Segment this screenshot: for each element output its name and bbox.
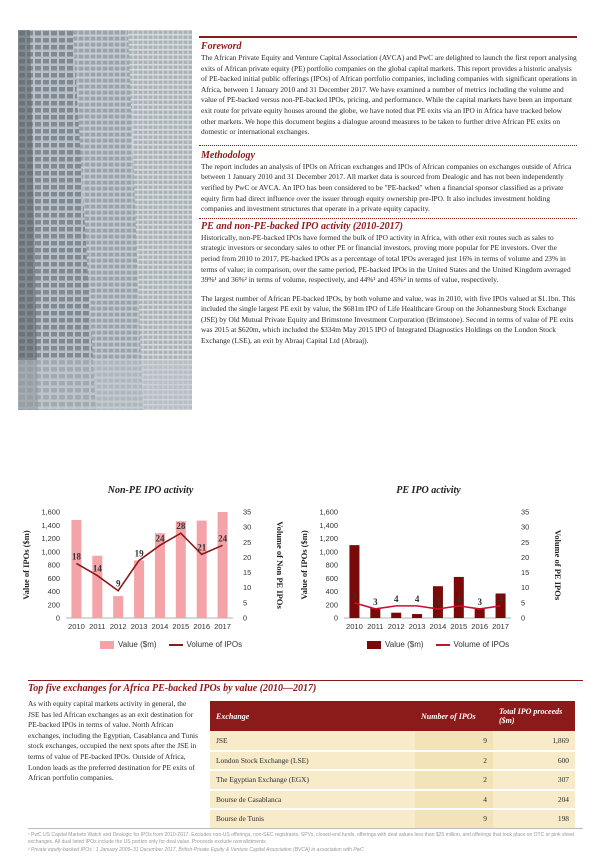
volume-data-label: 4 [393, 593, 399, 604]
y-tick-label: 1,000 [319, 547, 338, 557]
y-tick-label: 0 [333, 613, 338, 623]
y2-tick-label: 5 [521, 598, 526, 608]
bar [218, 512, 228, 618]
volume-data-label: 21 [197, 542, 207, 553]
y-tick-label: 600 [325, 573, 338, 583]
x-tick-label: 2012 [387, 622, 405, 631]
y-tick-label: 0 [55, 613, 60, 623]
y2-tick-label: 5 [243, 598, 248, 608]
x-tick-label: 2016 [471, 622, 489, 631]
x-tick-label: 2010 [67, 622, 85, 631]
table-row [210, 790, 575, 810]
volume-data-label: 4 [456, 593, 462, 604]
ipo-count-cell: 2 [415, 751, 493, 771]
top5-title: Top five exchanges for Africa PE-backed IPOs by value (2010—2017) [28, 680, 583, 694]
table-row [210, 751, 575, 771]
proceeds-cell: 198 [493, 809, 575, 829]
col-number: Number of IPOs [415, 701, 493, 731]
y2-tick-label: 20 [521, 552, 530, 562]
x-tick-label: 2010 [345, 622, 363, 631]
divider [199, 145, 577, 146]
pe-chart-title: PE IPO activity [396, 485, 461, 496]
y-tick-label: 200 [325, 600, 338, 610]
pe-legend [367, 640, 509, 649]
y-tick-label: 800 [325, 560, 338, 570]
x-tick-label: 2017 [214, 622, 232, 631]
y2-tick-label: 35 [521, 507, 530, 517]
y-tick-label: 200 [47, 600, 60, 610]
y-tick-label: 400 [325, 587, 338, 596]
exchanges-table [210, 701, 575, 830]
table-row [210, 809, 575, 829]
table-row [210, 731, 575, 751]
volume-data-label: 14 [92, 563, 102, 574]
methodology-body: The report includes an analysis of IPOs on African exchanges and IPOs of African companies on exchanges outside of Africa between 1 January 2010 and 31 December 2017. All market data is sourced from Dealogic and has not been independently verified by PwC or AVCA. An IPO has been considered to be "PE-backed" when a financial sponsor classified as a private equity firm had direct influence over the issuer through equity ownership pre-IPO. It also includes investment holding companies and investment structures that operate in a private equity capacity. [201, 161, 572, 214]
y2-axis-title: Volume of PE IPOs [553, 529, 563, 601]
pe-activity-title: PE and non-PE-backed IPO activity (2010-2017) [201, 220, 403, 232]
y2-tick-label: 0 [521, 613, 526, 623]
proceeds-cell: 600 [493, 751, 575, 771]
volume-data-label: 24 [155, 533, 165, 544]
y2-tick-label: 35 [243, 507, 252, 517]
bar [412, 614, 422, 618]
exchange-cell: Bourse de Tunis [210, 809, 415, 829]
y-tick-label: 800 [47, 560, 60, 570]
legend-line [169, 644, 183, 646]
proceeds-cell: 1,869 [493, 731, 575, 751]
volume-data-label: 4 [498, 593, 503, 604]
volume-data-label: 5 [352, 590, 357, 601]
volume-data-label: 3 [477, 596, 482, 607]
y-tick-label: 1,600 [319, 507, 338, 517]
text-column [199, 36, 577, 350]
x-tick-label: 2014 [151, 622, 169, 631]
methodology-title: Methodology [201, 149, 255, 161]
pe-activity-para1: Historically, non-PE-backed IPOs have formed the bulk of IPO activity in Africa, with other exit routes such as sales to strategic investors or secondary sales to other PE or financial investors, proving more popular for PE investors. Over the period from 2010 to 2017, PE-backed IPOs as a percentage of total IPOs averaged just 16% in terms of volume and 23% in terms of value; in comparison, over the same period, PE-backed IPOs in the United States and the United Kingdom averaged 39%¹ and 36%² in terms of volume, respectively, and 44%¹ and 45%² in terms of value, respectively. [201, 232, 571, 285]
y-tick-label: 1,400 [319, 520, 338, 530]
volume-data-label: 3 [373, 596, 378, 607]
exchange-cell: London Stock Exchange (LSE) [210, 751, 415, 771]
table-body [210, 731, 575, 829]
y-tick-label: 400 [47, 587, 60, 596]
footnotes [28, 828, 583, 854]
legend-volume [436, 640, 510, 649]
y2-tick-label: 25 [521, 537, 530, 547]
nonpe-chart-svg [18, 500, 283, 655]
nonpe-chart-title: Non-PE IPO activity [107, 485, 194, 496]
x-tick-label: 2011 [367, 622, 384, 631]
bar [349, 545, 359, 618]
x-tick-label: 2015 [450, 622, 468, 631]
x-tick-label: 2014 [429, 622, 447, 631]
volume-data-label: 18 [71, 551, 81, 562]
exchange-cell: JSE [210, 731, 415, 751]
proceeds-cell: 204 [493, 790, 575, 810]
nonpe-chart [18, 485, 283, 655]
legend-value-label: Value ($m) [385, 640, 424, 649]
col-exchange: Exchange [210, 701, 415, 731]
methodology-section [199, 150, 577, 218]
bar [197, 521, 207, 618]
ipo-count-cell: 9 [415, 731, 493, 751]
legend-value [367, 640, 424, 649]
building-photo [18, 30, 192, 410]
ipo-count-cell: 9 [415, 809, 493, 829]
footnote-1: ¹ PwC US Capital Markets Watch and Dealogic for IPOs from 2010-2017. Excludes non-US offerings, non-SEC registrants, SPVs, closed-end funds, offerings with deal values less than $25 million, and offerings that took place on OTC or pink sheet exchanges. All dual listed IPOs include the US portion only for deal value. Proceeds exclude overallotments. [28, 832, 575, 846]
foreword-title: Foreword [201, 41, 242, 52]
top5-text: As with equity capital markets activity in general, the JSE has led African exchanges as an exit destination for PE-backed IPOs in terms of value. North African exchanges, including the Egyptian, Casablanca and Tunis stock exchanges, occupied the next spots after the JSE in terms of value of PE-backed IPOs. Outside of Africa, London leads as the preferred destination for PE exits of African portfolio companies. [28, 699, 198, 783]
legend-value-label: Value ($m) [118, 640, 157, 649]
proceeds-cell: 307 [493, 770, 575, 790]
col-proceeds: Total IPO proceeds ($m) [493, 701, 575, 731]
table-header-row [210, 701, 575, 731]
pe-activity-para2: The largest number of African PE-backed IPOs, by both volume and value, was in 2010, with five IPOs valued at $1.1bn. This included the single largest PE exit by value, the $681m IPO of Life Healthcare Group on the Johannesburg Stock Exchange (JSE) by Old Mutual Private Equity and Brimstone Investment Corporation (Brimstone). Second in terms of value of PE exits was 2015 at $620m, which included the $334m May 2015 IPO of Integrated Diagnostics Holdings on the London Stock Exchange (LSE), an exit by Abraaj Capital Ltd (Abraaj). [201, 293, 576, 346]
table-row [210, 770, 575, 790]
x-tick-label: 2013 [408, 622, 426, 631]
bar [113, 596, 123, 618]
legend-volume [169, 640, 243, 649]
y2-tick-label: 10 [521, 583, 530, 593]
volume-data-label: 3 [435, 596, 441, 607]
y2-tick-label: 30 [521, 522, 530, 532]
pe-chart [296, 485, 561, 655]
legend-volume-label: Volume of IPOs [186, 640, 243, 649]
exchange-cell: Bourse de Casablanca [210, 790, 415, 810]
y2-tick-label: 10 [243, 583, 252, 593]
y-tick-label: 600 [47, 573, 60, 583]
foreword-section [199, 36, 577, 141]
exchange-cell: The Egyptian Exchange (EGX) [210, 770, 415, 790]
bar [391, 613, 401, 618]
y2-tick-label: 30 [243, 522, 252, 532]
foreword-body: The African Private Equity and Venture Capital Association (AVCA) and PwC are delighted to launch the first report analysing exits of African private equity (PE) portfolio companies on the global capital markets. This report provides a historic analysis of PE-backed initial public offerings (IPOs) of African portfolio companies, including companies with significant operations in Africa, between 1 January 2010 and 31 December 2017. We have examined a number of metrics including the volume and value of PE-backed versus non-PE-backed IPOs, pricing, and performance. While the capital markets have been an important exit route for private equity houses around the globe, we have noted that PE exits via an IPO in Africa have tracked below other markets. We hope this document begins a dialogue around measures to be taken to further drive African PE exits on domestic or international exchanges. [201, 53, 577, 137]
y2-tick-label: 0 [243, 613, 248, 623]
pe-activity-section [199, 218, 577, 350]
bar [71, 520, 81, 618]
x-tick-label: 2015 [172, 622, 190, 631]
x-tick-label: 2016 [193, 622, 211, 631]
x-tick-label: 2012 [109, 622, 127, 631]
y2-tick-label: 25 [243, 537, 252, 547]
pe-chart-svg [296, 500, 561, 655]
volume-data-label: 28 [176, 521, 186, 532]
legend-swatch [100, 641, 114, 649]
y-axis-title: Value of IPOs ($m) [21, 530, 31, 600]
ipo-count-cell: 4 [415, 790, 493, 810]
y2-axis-title: Volume of Non PE IPOs [275, 521, 285, 609]
x-tick-label: 2013 [130, 622, 148, 631]
legend-swatch [367, 641, 381, 649]
nonpe-legend [100, 640, 242, 649]
ipo-count-cell: 2 [415, 770, 493, 790]
volume-data-label: 4 [414, 593, 420, 604]
y2-tick-label: 15 [243, 568, 252, 578]
y-tick-label: 1,200 [319, 534, 338, 543]
y2-tick-label: 15 [521, 568, 530, 578]
legend-value [100, 640, 157, 649]
volume-data-label: 24 [218, 533, 228, 544]
y-tick-label: 1,000 [41, 547, 60, 557]
x-tick-label: 2017 [492, 622, 510, 631]
legend-line [436, 644, 450, 646]
footnote-2: ² Private equity-backed IPOs : 1 January 2009–31 December 2017, British Private Equity & Venture Capital Association (BVCA) in association with PwC [28, 846, 364, 853]
x-tick-label: 2011 [89, 622, 106, 631]
bar [134, 560, 144, 618]
y-tick-label: 1,400 [41, 520, 60, 530]
legend-volume-label: Volume of IPOs [453, 640, 510, 649]
volume-data-label: 9 [115, 578, 121, 589]
volume-data-label: 19 [134, 548, 144, 559]
y-tick-label: 1,200 [41, 534, 60, 543]
y2-tick-label: 20 [243, 552, 252, 562]
y-axis-title: Value of IPOs ($m) [299, 530, 309, 600]
y-tick-label: 1,600 [41, 507, 60, 517]
